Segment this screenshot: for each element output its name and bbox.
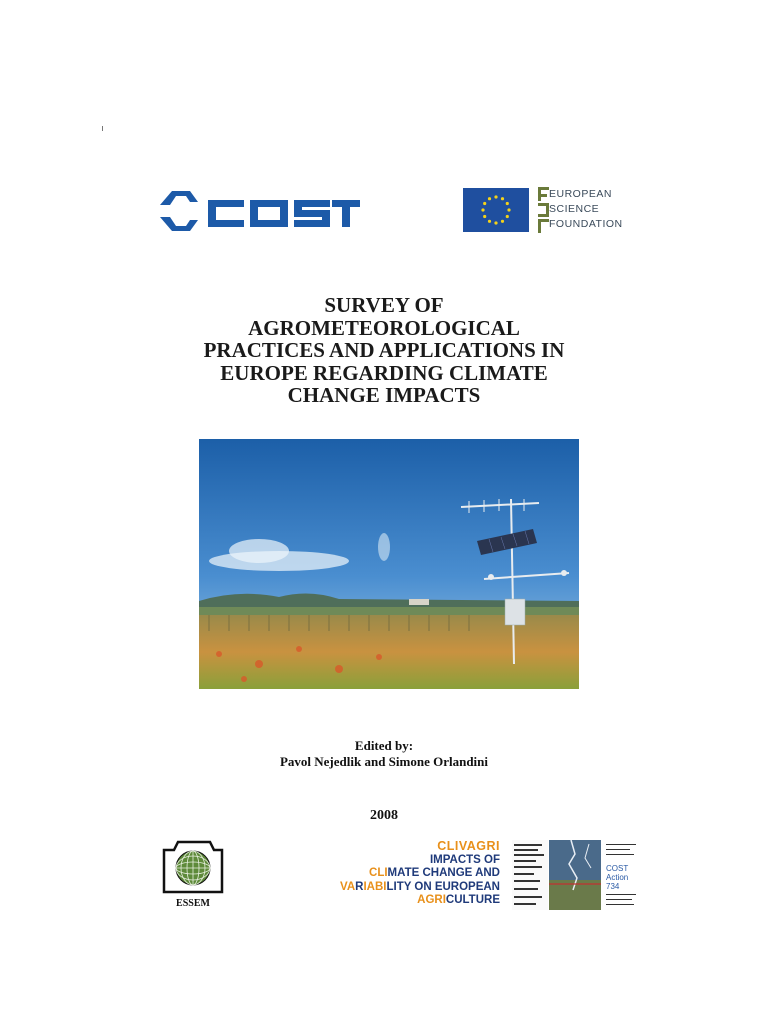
title-line: SURVEY OF (324, 293, 444, 317)
clivagri-logo (316, 840, 500, 908)
title-line: PRACTICES AND APPLICATIONS IN (203, 338, 565, 362)
cost-text: cost (160, 188, 162, 189)
cost-action-line-3: 734 (606, 882, 620, 891)
lightning-field-photo (549, 840, 601, 910)
title-line: CHANGE IMPACTS (287, 383, 481, 407)
cost-logo (160, 188, 360, 234)
page-mark (102, 126, 103, 131)
weather-station-photo (199, 439, 579, 689)
globe-icon (160, 838, 226, 896)
publication-year: 2008 (370, 808, 398, 823)
clivagri-line-3: CLIMATE CHANGE AND (369, 867, 500, 879)
editors: Pavol Nejedlik and Simone Orlandini (279, 754, 489, 769)
esf-line-3: FOUNDATION (549, 218, 623, 230)
esf-wordmark (537, 186, 633, 234)
edited-by-label: Edited by: (354, 738, 414, 753)
esf-line-2: SCIENCE (549, 203, 600, 215)
eu-flag-icon (463, 188, 529, 232)
title-line: EUROPE REGARDING CLIMATE (220, 360, 548, 385)
clivagri-line-5: AGRICULTURE (417, 894, 500, 906)
clivagri-name: CLIVAGRI (437, 839, 500, 853)
panel-text-column (512, 840, 548, 910)
cost-action-line-1: COST (606, 864, 629, 873)
cost-action-label (602, 840, 640, 910)
clivagri-line-4: VARIABILITY ON EUROPEAN (340, 880, 500, 893)
document-title (150, 294, 618, 407)
esf-line-1: EUROPEAN (549, 188, 612, 200)
title-line: AGROMETEOROLOGICAL (248, 315, 520, 340)
esf-logo (463, 186, 631, 234)
clivagri-line-2: IMPACTS OF (429, 853, 500, 866)
cost-action-line-2: Action (606, 873, 629, 882)
cost-action-panel (512, 840, 640, 910)
essem-label: ESSEM (176, 898, 210, 909)
